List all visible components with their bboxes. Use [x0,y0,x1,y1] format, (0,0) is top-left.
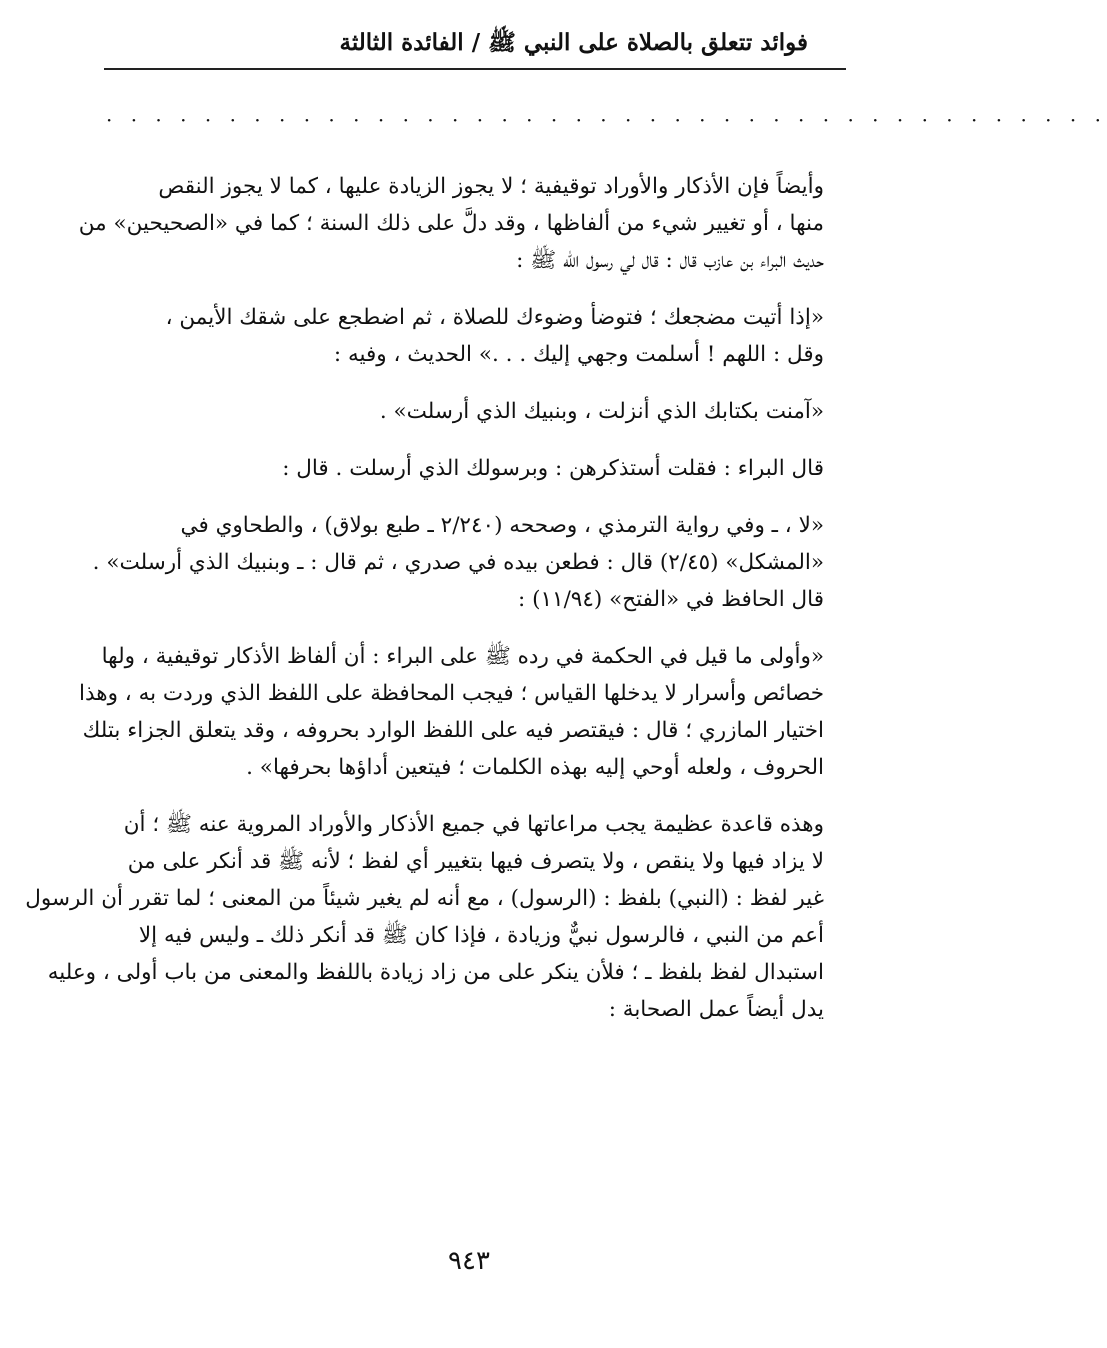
body-paragraph [104,450,846,487]
text-line: خصائص وأسرار لا يدخلها القياس ؛ فيجب المحافظة على اللفظ الذي وردت به ، وهذا [78,681,824,706]
text-line: قال الحافظ في «الفتح» (١١/٩٤) : [518,587,824,612]
text-line: لا يزاد فيها ولا ينقص ، ولا يتصرف فيها بتغيير أي لفظ ؛ لأنه ﷺ قد أنكر على من [127,849,824,874]
header-rule [104,68,846,70]
body-text [25,168,846,1048]
body-paragraph [104,299,846,373]
body-paragraph [25,806,846,1028]
text-line: «إذا أتيت مضجعك ؛ فتوضأ وضوءك للصلاة ، ثم اضطجع على شقك الأيمن ، [165,305,824,330]
text-line: «لا ، ـ وفي رواية الترمذي ، وصححه (٢/٢٤٠ ـ طبع بولاق) ، والطحاوي في [180,513,824,538]
text-line: «المشكل» (٢/٤٥) قال : فطعن بيده في صدري ، ثم قال : ـ وبنبيك الذي أرسلت» . [92,550,824,575]
text-line: حديث البراء بن عازب قال : قال لي رسول الله ﷺ : [516,248,824,273]
page-number: ٩٤٣ [448,1246,490,1276]
text-line: قال البراء : فقلت أستذكرهن : وبرسولك الذي أرسلت . قال : [282,456,824,481]
dotted-separator: · · · · · · · · · · · · · · · · · · · · · · · · · · · · · · · · · · · · · · · · · [106,108,1107,132]
text-line: وهذه قاعدة عظيمة يجب مراعاتها في جميع الأذكار والأوراد المروية عنه ﷺ ؛ أن [123,812,824,837]
text-line: غير لفظ : (النبي) بلفظ : (الرسول) ، مع أنه لم يغير شيئاً من المعنى ؛ لما تقرر أن الرسول [25,886,824,911]
body-paragraph [92,507,846,618]
text-line: اختيار المازري ؛ قال : فيقتصر فيه على اللفظ الوارد بحروفه ، وقد يتعلق الجزاء بتلك [82,718,824,743]
text-line: الحروف ، ولعله أوحي إليه بهذه الكلمات ؛ فيتعين أداؤها بحرفها» . [246,755,824,780]
text-line: وقل : اللهم ! أسلمت وجهي إليك . . .» الحديث ، وفيه : [333,342,824,367]
text-line: «آمنت بكتابك الذي أنزلت ، وبنبيك الذي أرسلت» . [379,399,824,424]
text-line: أعم من النبي ، فالرسول نبيٌّ وزيادة ، فإذا كان ﷺ قد أنكر ذلك ـ وليس فيه إلا [138,923,824,948]
body-paragraph [78,638,846,786]
running-header-title: فوائد تتعلق بالصلاة على النبي ﷺ / الفائدة الثالثة [339,29,808,56]
text-line: وأيضاً فإن الأذكار والأوراد توقيفية ؛ لا يجوز الزيادة عليها ، كما لا يجوز النقص [158,174,824,199]
body-paragraph [78,168,846,279]
text-line: يدل أيضاً عمل الصحابة : [608,997,824,1022]
text-line: استبدال لفظ بلفظ ـ ؛ فلأن ينكر على من زاد زيادة باللفظ والمعنى من باب أولى ، وعليه [47,960,824,985]
text-line: «وأولى ما قيل في الحكمة في رده ﷺ على البراء : أن ألفاظ الأذكار توقيفية ، ولها [101,644,824,669]
text-line: منها ، أو تغيير شيء من ألفاظها ، وقد دلَّ على ذلك السنة ؛ كما في «الصحيحين» من [78,211,824,236]
body-paragraph [104,393,846,430]
